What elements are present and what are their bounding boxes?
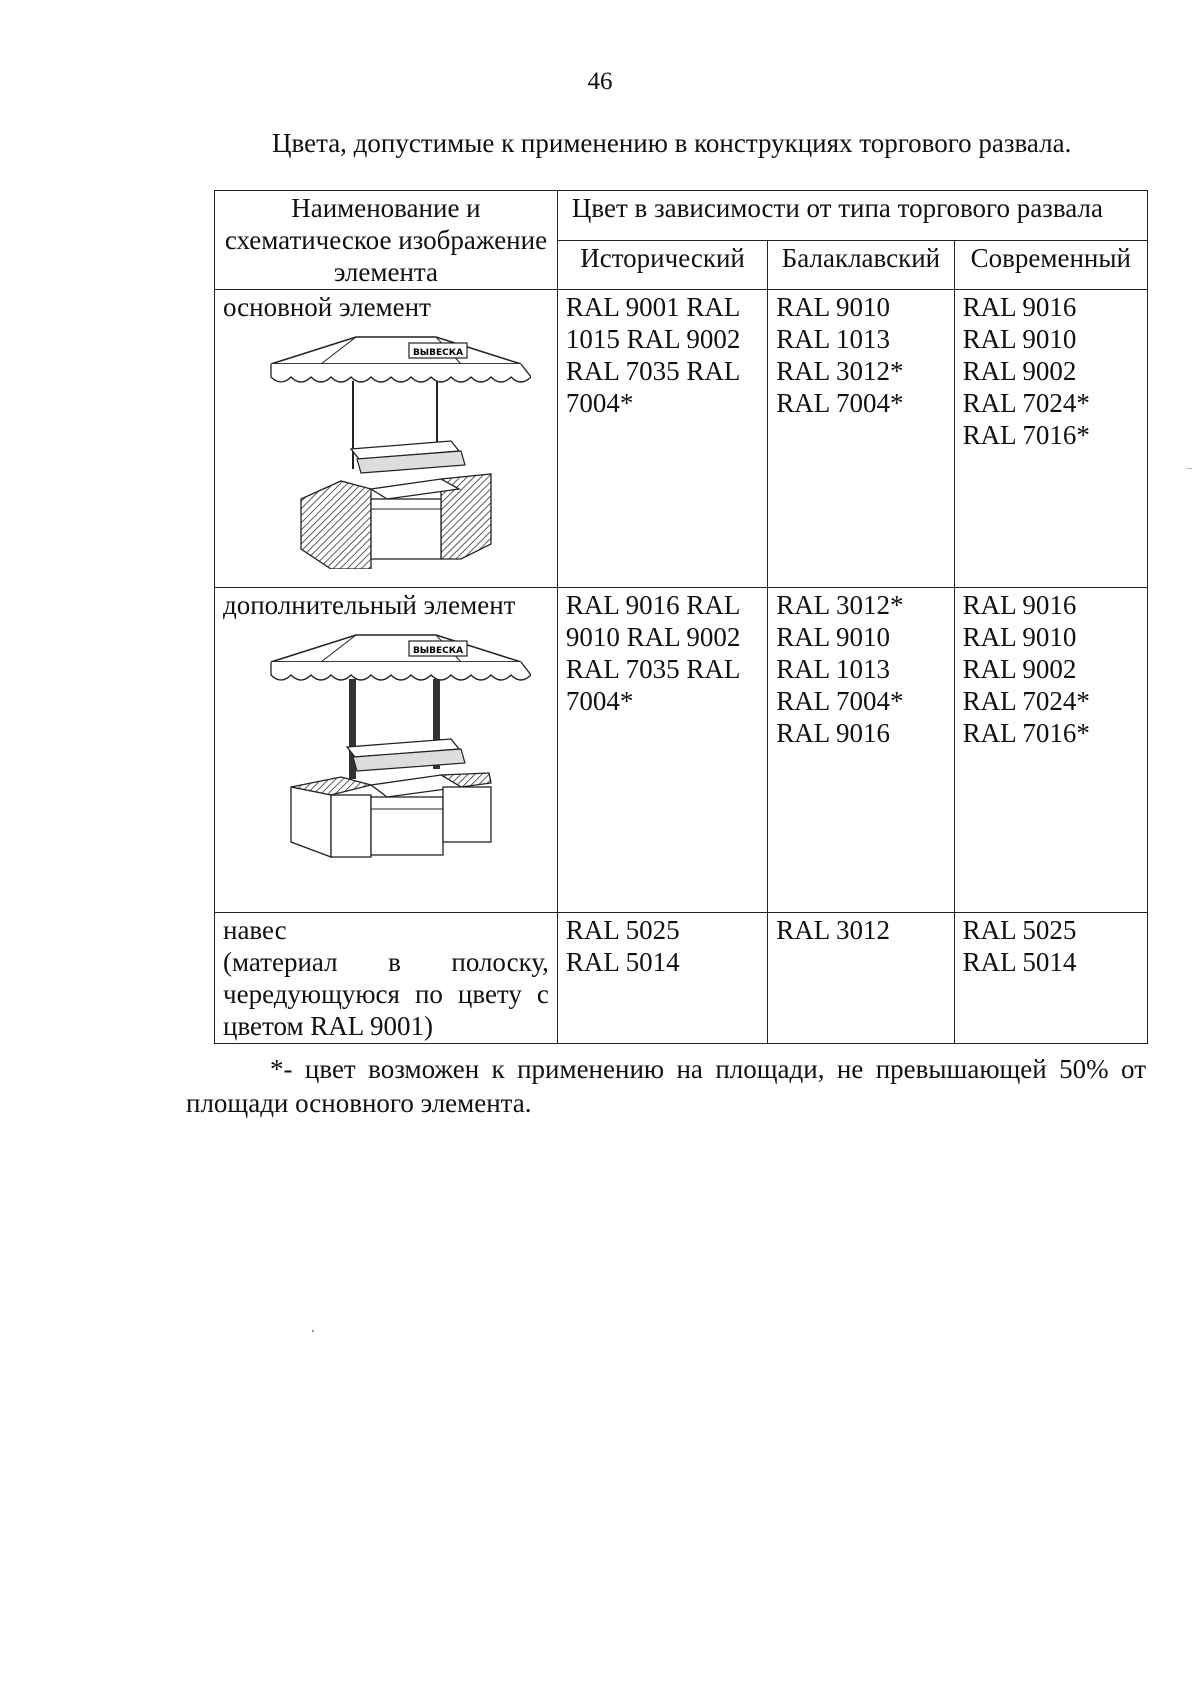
header-modern: Современный (954, 240, 1147, 290)
color-value: RAL 9016 (962, 292, 1077, 322)
color-value: RAL 9010 (776, 292, 890, 322)
scan-margin-mark (1186, 468, 1192, 469)
element-cell (215, 290, 558, 588)
element-note: (материал в полоску, чередующуюся по цвету с цветом RAL 9001) (223, 947, 549, 1041)
color-value: RAL 7016* (962, 718, 1090, 748)
modern-cell (954, 290, 1147, 588)
historical-cell (557, 588, 767, 913)
historical-values: RAL 9016 RAL 9010 RAL 9002 RAL 7035 RAL 7004* (565, 590, 741, 716)
element-cell (215, 588, 558, 913)
modern-cell (954, 913, 1147, 1044)
colors-table (214, 190, 1148, 1044)
color-value: RAL 9002 (962, 654, 1077, 684)
modern-cell (954, 588, 1147, 913)
header-element-name: Наименование и схематическое изображение элемента (215, 191, 558, 290)
color-value: RAL 7024* (962, 686, 1090, 716)
color-value: RAL 1013 (776, 324, 890, 354)
color-value: RAL 9010 (962, 324, 1077, 354)
balaklava-cell (768, 290, 954, 588)
element-name: дополнительный элемент (223, 590, 516, 620)
color-value: RAL 5025 (565, 915, 680, 945)
color-value: RAL 7004* (776, 686, 904, 716)
color-value: RAL 7004* (776, 388, 904, 418)
color-value: RAL 9016 (776, 718, 890, 748)
historical-cell (557, 290, 767, 588)
scan-speck (312, 1330, 314, 1332)
color-value: RAL 9002 (962, 356, 1077, 386)
balaklava-cell (768, 913, 954, 1044)
color-value: RAL 5014 (962, 947, 1077, 977)
color-value: RAL 7024* (962, 388, 1090, 418)
additional-stall-illustration (261, 627, 531, 867)
sign-text: ВЫВЕСКА (412, 646, 464, 656)
main-stall-illustration (261, 329, 531, 569)
color-value: RAL 5014 (565, 947, 680, 977)
balaklava-cell (768, 588, 954, 913)
historical-cell (557, 913, 767, 1044)
footnote: *- цвет возможен к применению на площади, не превышающей 50% от площади основного элемента. (186, 1054, 1146, 1118)
table-row (215, 290, 1148, 588)
header-historical: Исторический (557, 240, 767, 290)
header-color-group: Цвет в зависимости от типа торгового развала (557, 191, 1147, 241)
color-value: RAL 9010 (962, 622, 1077, 652)
page-number: 46 (587, 68, 613, 95)
historical-values: RAL 9001 RAL 1015 RAL 9002 RAL 7035 RAL 7004* (565, 292, 741, 418)
color-value: RAL 3012* (776, 356, 904, 386)
header-balaklava: Балаклавский (768, 240, 954, 290)
color-value: RAL 9016 (962, 590, 1077, 620)
color-value: RAL 7016* (962, 420, 1090, 450)
table-header-row (215, 191, 1148, 241)
sign-text: ВЫВЕСКА (412, 348, 464, 358)
color-value: RAL 9010 (776, 622, 890, 652)
color-value: RAL 3012 (776, 915, 890, 945)
table-row (215, 588, 1148, 913)
color-value: RAL 5025 (962, 915, 1077, 945)
color-value: RAL 1013 (776, 654, 890, 684)
element-cell (215, 913, 558, 1044)
element-name: основной элемент (223, 292, 431, 322)
table-caption: Цвета, допустимые к применению в конструкциях торгового развала. (272, 128, 1072, 158)
element-name: навес (223, 915, 287, 945)
color-value: RAL 3012* (776, 590, 904, 620)
table-row (215, 913, 1148, 1044)
